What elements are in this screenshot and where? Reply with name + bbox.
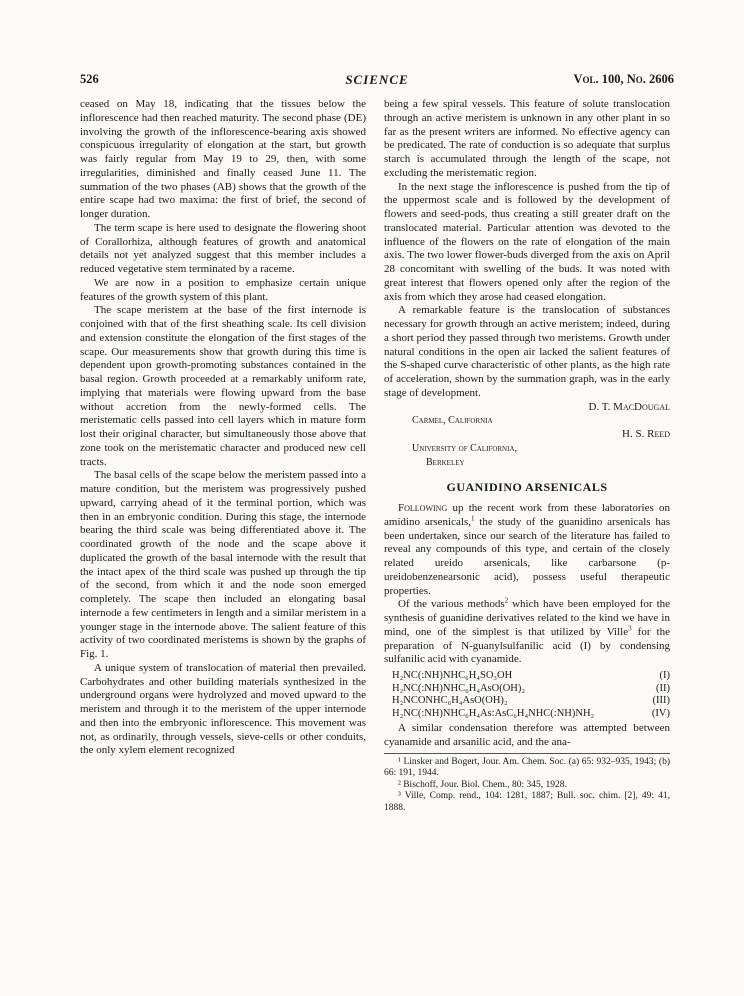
page-header [80, 72, 674, 90]
formula-row [384, 682, 670, 695]
lead-word: Following [398, 502, 448, 514]
paragraph: being a few spiral vessels. This feature of solute translocation through an active meristem is unknown in any other plant in so far as the present writers are informed. No effective agency can be predicated. The rate of conduction is so adequate that surplus starch is accumulated through the length of the scape, not excluding the meristematic region. [384, 98, 670, 179]
right-column [384, 98, 670, 814]
formula-label: (II) [656, 682, 670, 694]
section-title: GUANIDINO ARSENICALS [446, 480, 608, 495]
formula-label: (IV) [651, 707, 670, 719]
paragraph: A remarkable feature is the translocation of substances necessary for growth through an active meristem; indeed, during a short period they passed through two meristems. Growth under natural conditions in the open air lacked the salient features of the S-shaped curve characteristic of other plants, as the high rate of acceleration, shown by the summation graph, was in the early stage of development. [384, 304, 670, 399]
left-column [80, 98, 366, 758]
footnote: ³ Ville, Comp. rend., 104: 1281, 1887; Bull. soc. chim. [2], 49: 41, 1888. [384, 791, 670, 813]
footnote-ref: 1 [470, 514, 475, 523]
footnote-ref: 3 [628, 624, 632, 633]
text-span: the study of the guanidino arsenicals has been undertaken, since our search of the literature has failed to reveal any compounds of this type, and certain of the closely related ureido arsenicals, like carbarsone (p-ureidobenzenearsonic acid), possess useful therapeutic properties. [384, 515, 671, 597]
paragraph: The term scape is here used to designate the flowering shoot of Corallorhiza, although features of growth and anatomical details not yet analyzed suggest that this member includes a reduced vegetative stem terminated by a raceme. [80, 221, 366, 275]
paragraph: The scape meristem at the base of the first internode is conjoined with that of the first sheathing scale. Its cell division and extension constitute the elongation of the first stages of the scape. Our measurements show that growth during this time is dependent upon growth-promoting substances contained in the basal region. Growth proceeded at a remarkably uniform rate, implying that materials were flowing upward from the base without accretion from the newly-formed cells. The meristematic cells passed into cell layers which in mature form lost their original character, but simultaneously those above that zone took on the meristematic character and produced new cell tracts. [80, 304, 366, 468]
formula-label: (III) [652, 695, 670, 706]
volume-info: Vol. 100, No. 2606 [573, 72, 674, 86]
paragraph: A unique system of translocation of material then prevailed. Carbohydrates and other building materials synthesized in the underground organs were hydrolyzed and moved upward to the meristem and through it to the meristem of the upper internode and then into the embryonic inflorescence. This movement was not, as ordinarily, through vessels, sieve-cells or other conduits, the only xylem element recognized [80, 661, 366, 757]
formula-list [384, 669, 670, 719]
footnote-divider [384, 753, 670, 754]
formula-row [384, 694, 670, 707]
paragraph [384, 502, 670, 598]
formula-label: (I) [659, 670, 670, 681]
author-signature: H. S. Reed [622, 428, 670, 440]
formula-row [384, 669, 670, 682]
footnote-ref: 2 [504, 596, 509, 605]
paragraph: ceased on May 18, indicating that the tissues below the inflorescence had then reached maturity. The second phase (DE) involving the growth of the inflorescence-bearing axis showed conspicuous irregularity of elongation at the start, but growth was fairly regular from May 19 to 29, then, with some irregularities, diminished and finally ceased June 11. The summation of the two phases (AB) shows that the growth of the entire scape had two maxima: the first of brief, the second of longer duration. [80, 98, 366, 220]
chemical-formula: H₂NC(:NH)NHC₆H₄SO₃OH [392, 670, 513, 681]
author-affiliation: University of California, [412, 442, 518, 454]
text-span: which have been employed for the synthesis of guanidine derivatives related to the kind we have in mind, one of the simplest is that utilized by Ville [384, 598, 671, 638]
footnote: ¹ Linsker and Bogert, Jour. Am. Chem. Soc. (a) 65: 932–935, 1943; (b) 66: 191, 1944. [384, 756, 670, 779]
paragraph: A similar condensation therefore was attempted between cyanamide and arsanilic acid, and the ana- [384, 722, 670, 748]
text-span: Of the various methods [398, 598, 505, 611]
paragraph [384, 598, 670, 667]
author-affiliation: Berkeley [426, 456, 465, 468]
footnote: ² Bischoff, Jour. Biol. Chem., 80: 345, 1928. [398, 779, 567, 790]
author-signature: D. T. MacDougal [588, 400, 670, 413]
paragraph: The basal cells of the scape below the meristem passed into a mature condition, but the meristem was progressively pushed upward, carrying ahead of it the terminal portion, which was then in an embryonic condition. During this stage, the internode bearing the third scale was being differentiated above it. The coordinated growth of the node and the scape above it duplicated the growth of the basal internode with the result that the intact apex of the third scale was pushed up through the tip of the second, from which it and the node soon emerged completely. The scape then included an elongating basal internode a few centimeters in length and a similar meristem in a younger stage in the internode above. The salient feature of this activity of two coordinated meristems is shown by the graphs of Fig. 1. [80, 469, 366, 660]
chemical-formula: H₂NC(:NH)NHC₆H₄AsO(OH)₂ [392, 682, 526, 694]
journal-title: SCIENCE [345, 72, 409, 87]
text-span: for the preparation of N-guanylsulfanilic acid (I) by condensing sulfanilic acid with cyanamide. [384, 625, 670, 666]
paragraph: We are now in a position to emphasize certain unique features of the growth system of this plant. [80, 276, 366, 303]
formula-row [384, 707, 670, 720]
chemical-formula: H₂NC(:NH)NHC₆H₄As:AsC₆H₄NHC(:NH)NH₂ [392, 707, 595, 719]
chemical-formula: H₂NCONHC₆H₄AsO(OH)₂ [392, 695, 508, 706]
author-affiliation: Carmel, California [412, 415, 493, 427]
text-span: up the recent work from these laboratories on amidino arsenicals, [384, 502, 670, 528]
paragraph: In the next stage the inflorescence is pushed from the tip of the uppermost scale and is followed by the development of flowers and seed-pods, thus creating a still greater draft on the translocated material. Particular attention was devoted to the influence of the flowers on the rate of elongation of the main axis. The two lower flower-buds diverged from the axis on April 28 concomitant with swelling of the buds. It was noted with great interest that flowers opened only after the region of the axis from which they arose had ceased elongation. [384, 180, 670, 303]
page-number: 526 [80, 72, 99, 86]
